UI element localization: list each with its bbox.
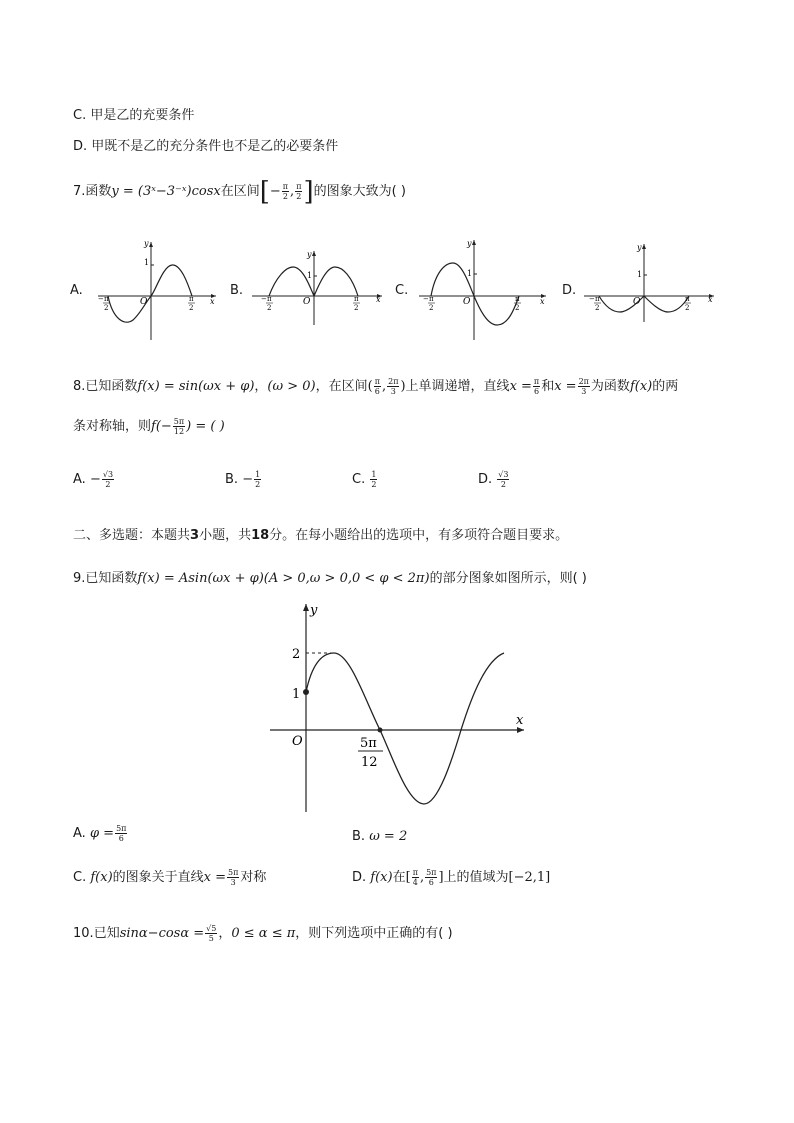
q7-graph-d-label: D. [562, 283, 577, 298]
q8-line2-text: 条对称轴，则 [73, 419, 152, 434]
q8-text-1: 已知函数 [85, 379, 138, 394]
origin-label: O [303, 297, 311, 307]
y-tick-1: 1 [144, 258, 150, 267]
q8-line1-value: $\frac{\pi}{6}$ [533, 377, 540, 396]
q9-graph [262, 600, 532, 815]
section-text-a: 二、多选题：本题共 [73, 528, 191, 543]
neg-tick-den: 2 [595, 304, 600, 312]
q7-interval-open: [ [259, 176, 270, 207]
q8-text-7: 的两 [652, 379, 679, 394]
section-text-b: 小题，共 [199, 528, 252, 543]
pos-tick-den: 2 [354, 304, 359, 312]
neg-tick-den: 2 [104, 304, 109, 312]
neg-tick-minus: − [261, 295, 267, 303]
q8-function: f(x) = sin(ωx + φ) [137, 379, 255, 394]
q8-interval-b: $\frac{2\pi}{3}$ [388, 377, 399, 396]
q10-number: 10. [73, 926, 94, 941]
q7-graph-a-label: A. [70, 283, 83, 298]
neg-tick-den: 2 [429, 304, 434, 312]
root-point [378, 728, 383, 733]
q7-text-1: 函数 [85, 184, 112, 199]
q10-text-2: ， [218, 926, 232, 941]
q8-f-arg: $\frac{5\pi}{12}$ [173, 417, 185, 436]
x-label: x [516, 713, 524, 728]
section-points: 18 [251, 528, 270, 543]
q7-function: y = (3ˣ−3⁻ˣ)cosx [111, 184, 221, 199]
neg-tick-den: 2 [267, 304, 272, 312]
y-label: y [144, 239, 149, 248]
q10-value: $\frac{√5}{5}$ [206, 924, 217, 943]
y-tick-2: 2 [292, 647, 301, 662]
q8-f-close: ) = ( ) [186, 419, 225, 434]
root-den: 12 [361, 755, 378, 770]
q7-graph-b-label: B. [230, 283, 244, 298]
q8-option-b: B. − $\frac{1}{2}$ [225, 470, 261, 489]
q8-text-3: ，在区间 [315, 379, 368, 394]
q8-option-c: C. $\frac{1}{2}$ [352, 470, 377, 489]
q7-number: 7. [73, 184, 86, 199]
q8-text-6: 为函数 [590, 379, 630, 394]
q7-text-2: 在区间 [220, 184, 260, 199]
q8-line2-value: $\frac{2\pi}{3}$ [578, 377, 589, 396]
y-intercept-point [303, 689, 309, 695]
q7-interval-high: $\frac{\pi}{2}$ [296, 182, 302, 201]
q9-function: f(x) = Asin(ωx + φ)(A > 0,ω > 0,0 < φ < 2π) [137, 571, 430, 586]
neg-tick-num: π [595, 295, 600, 303]
q8-condition: (ω > 0) [267, 379, 316, 394]
x-label: x [210, 297, 215, 306]
q8-text-4: 上单调递增，直线 [405, 379, 510, 394]
q10-text-1: 已知 [93, 926, 120, 941]
q8-stem-line2 [73, 415, 225, 436]
origin-label: O [463, 297, 471, 307]
curve [431, 263, 519, 325]
q9-number: 9. [73, 571, 86, 586]
q6-option-d: D. 甲既不是乙的充分条件也不是乙的必要条件 [73, 139, 339, 154]
pos-tick-den: 2 [685, 304, 690, 312]
q8-text-5: 和 [541, 379, 555, 394]
curve [108, 265, 192, 322]
q10-expression: sinα−cosα = [119, 926, 205, 941]
q8-option-d: D. $\frac{√3}{2}$ [478, 470, 509, 489]
neg-tick-minus: − [423, 295, 429, 303]
q9-option-a: A. φ = $\frac{5\pi}{6}$ [73, 824, 127, 843]
y-label: y [310, 603, 318, 618]
q7-graph-a [88, 236, 223, 342]
pos-tick-den: 2 [189, 304, 194, 312]
q7-stem: 7.函数y = (3ˣ−3⁻ˣ)cosx在区间[− $\frac{\pi}{2}$ , $\frac{\pi}{2}$ ]的图象大致为( ) [73, 176, 406, 207]
q10-stem [73, 922, 453, 943]
q9-option-b: B. ω = 2 [352, 829, 408, 844]
origin-label: O [292, 734, 303, 749]
q8-line2-eq: x = [554, 379, 577, 394]
q8-option-a: A. − $\frac{√3}{2}$ [73, 470, 114, 489]
q7-interval-low: $\frac{\pi}{2}$ [282, 182, 289, 201]
pos-tick-num: π [189, 295, 194, 303]
q7-graph-c-label: C. [395, 283, 409, 298]
q7-graph-d [580, 240, 720, 322]
q9-option-c: C. f(x)的图象关于直线x = $\frac{5\pi}{3}$ 对称 [73, 868, 267, 887]
q9-text-2: 的部分图象如图所示，则( ) [429, 571, 587, 586]
section-count: 3 [190, 528, 200, 543]
sine-curve [306, 653, 504, 804]
q8-fx: f(x) [629, 379, 653, 394]
q8-text-2: ， [254, 379, 268, 394]
q7-text-3: 的图象大致为( ) [313, 184, 406, 199]
neg-tick-minus: − [589, 295, 595, 303]
neg-tick-num: π [104, 295, 109, 303]
q8-interval-a: $\frac{\pi}{6}$ [374, 377, 380, 396]
x-label: x [540, 297, 545, 306]
root-num: 5π [360, 736, 377, 751]
origin-label: O [633, 297, 641, 307]
q9-text-1: 已知函数 [85, 571, 138, 586]
q6-option-c: C. 甲是乙的充要条件 [73, 108, 195, 123]
q10-text-3: ，则下列选项中正确的有( ) [295, 926, 453, 941]
y-label: y [637, 243, 642, 252]
pos-tick-num: π [354, 295, 359, 303]
x-label: x [376, 295, 381, 304]
pos-tick-num: π [685, 295, 690, 303]
q7-graph-c [413, 236, 553, 342]
section-heading [73, 524, 568, 543]
neg-tick-num: π [267, 295, 272, 303]
y-tick-1: 1 [467, 269, 473, 278]
q10-condition: 0 ≤ α ≤ π [231, 926, 296, 941]
q9-option-d: D. f(x)在[ $\frac{\pi}{4}$ , $\frac{5\pi}{6}$ ]上的值域为[−2,1] [352, 868, 551, 887]
y-tick-1: 1 [292, 687, 301, 702]
q9-stem [73, 567, 587, 586]
q7-graph-b [248, 245, 388, 325]
pos-tick-num: π [515, 295, 520, 303]
y-label: y [467, 239, 472, 248]
y-label: y [307, 250, 312, 259]
q7-interval-close: ] [303, 176, 314, 207]
x-label: x [708, 295, 713, 304]
q8-stem-line1: 8.已知函数f(x) = sin(ωx + φ)，(ω > 0)，在区间( $\frac{\pi}{6}$ , $\frac{2\pi}{3}$ )上单调递增，直线x = $\frac{\pi}{6}$ 和x = $\frac{2\pi}{3}$ 为函数f(x)的两 [73, 377, 679, 396]
neg-tick-minus: − [98, 295, 104, 303]
q8-line1-eq: x = [509, 379, 532, 394]
neg-tick-num: π [429, 295, 434, 303]
y-tick-1: 1 [307, 271, 313, 280]
q8-f-open: f(− [151, 419, 172, 434]
pos-tick-den: 2 [515, 304, 520, 312]
origin-label: O [140, 297, 148, 307]
q8-number: 8. [73, 379, 86, 394]
y-tick-1: 1 [637, 270, 643, 279]
section-text-c: 分。在每小题给出的选项中，有多项符合题目要求。 [269, 528, 569, 543]
